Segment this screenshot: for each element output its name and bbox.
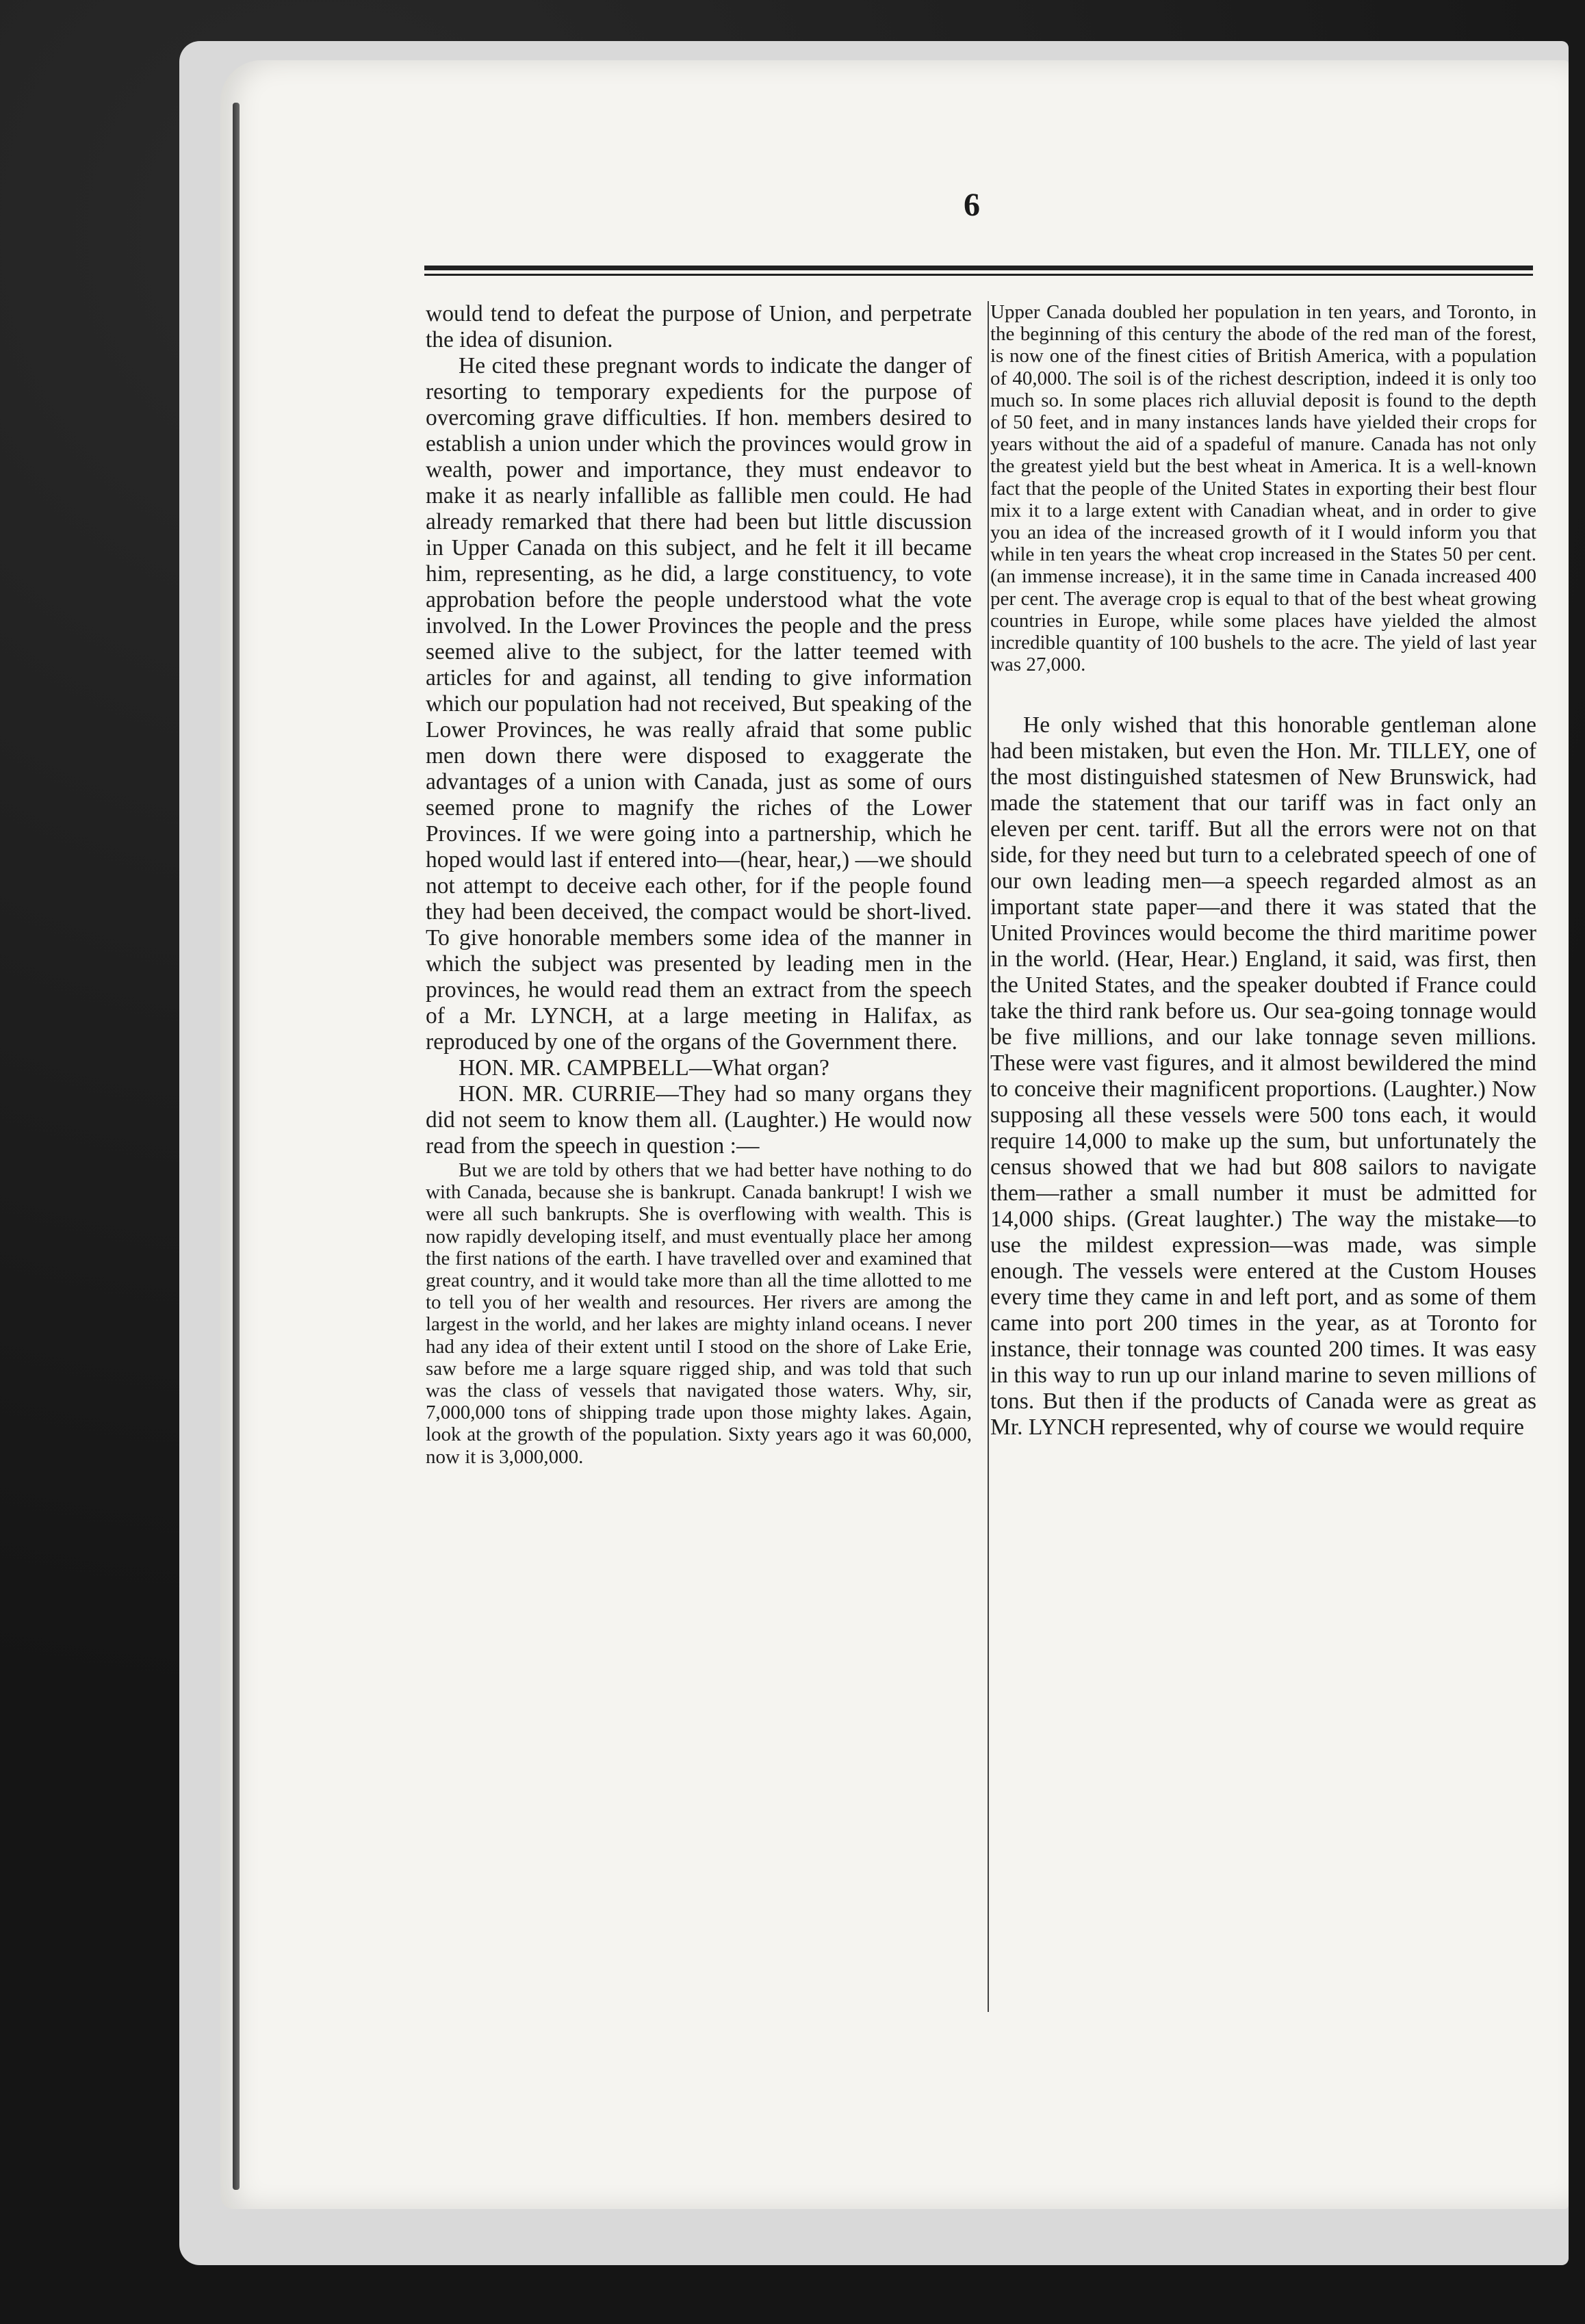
paragraph: He cited these pregnant words to indicate the danger of resorting to temporary expedients for the purpose of overcoming grave difficulties. If hon. members desired to establish a union under which the provinces would grow in wealth, power and importance, they must endeavor to make it as nearly infallible as fallible men could. He had already remarked that there had been but little discussion in Upper Canada on this subject, and he felt it ill became him, representing, as he did, a large constituency, to vote approbation before the people understood what the vote involved. In the Lower Provinces the people and the press seemed alive to the subject, for the latter teemed with articles for and against, all tending to give information which our population had not received, But speaking of the Lower Provinces, he was really afraid that some public men down there were disposed to exaggerate the advantages of a union with Canada, just as some of ours seemed prone to magnify the riches of the Lower Provinces. If we were going into a partnership, which he hoped would last if entered into—(hear, hear,) —we should not attempt to deceive each other, for if the people found they had been deceived, the compact would be short-lived. To give honorable members some idea of the manner in which the subject was presented by leading men in the provinces, he would read them an extract from the speech of a Mr. LYNCH, at a large meeting in Halifax, as reproduced by one of the organs of the Government there.	[426, 353, 972, 1055]
quoted-extract: Upper Canada doubled her population in ten years, and Toronto, in the beginning of this century the abode of the red man of the forest, is now one of the finest cities of British America, with a population of 40,000. The soil is of the richest description, indeed it is only too much so. In some places rich alluvial deposit is found to the depth of 50 feet, and in many instances lands have yielded their crops for years without the aid of a spadeful of manure. Canada has not only the greatest yield but the best wheat in America. It is a well-known fact that the people of the United States in exporting their best flour mix it to a large extent with Canadian wheat, and in order to give you an idea of the increased growth of it I would inform you that while in ten years the wheat crop increased in the States 50 per cent. (an immense increase), it in the same time in Canada increased 400 per cent. The average crop is equal to that of the best wheat growing countries in Europe, while some places have yielded the almost incredible quantity of 100 bushels to the acre. The yield of last year was 27,000.	[990, 301, 1536, 676]
binding-spine	[233, 103, 240, 2190]
header-rule-thick	[424, 266, 1533, 270]
paragraph: would tend to defeat the purpose of Union, and perpetrate the idea of disunion.	[426, 301, 972, 352]
quoted-extract: But we are told by others that we had better have nothing to do with Canada, because she is bankrupt. Canada bankrupt! I wish we were all such bankrupts. She is overflowing with wealth. This is now rapidly developing itself, and must eventually place her among the first nations of the earth. I have travelled over and examined that great country, and it would take more than all the time allotted to me to tell you of her wealth and resources. Her rivers are among the largest in the world, and her lakes are mighty inland oceans. I never had any idea of their extent until I stood on the shore of Lake Erie, saw before me a large square rigged ship, and was told that such was the class of vessels that navigated those waters. Why, sir, 7,000,000 tons of shipping trade upon those mighty lakes. Again, look at the growth of the population. Sixty years ago it was 60,000, now it is 3,000,000.	[426, 1159, 972, 1468]
page-number: 6	[964, 187, 980, 223]
paragraph-gap	[990, 675, 1536, 712]
paragraph: HON. MR. CAMPBELL—What organ?	[459, 1055, 829, 1081]
paragraph: HON. MR. CURRIE—They had so many organs they did not seem to know them all. (Laughter.) He would now read from the speech in question :—	[426, 1081, 972, 1159]
header-rule-thin	[424, 274, 1533, 276]
paragraph: He only wished that this honorable gentleman alone had been mistaken, but even the Hon. Mr. TILLEY, one of the most distinguished statesmen of New Brunswick, had made the statement that our tariff was in fact only an eleven per cent. tariff. But all the errors were not on that side, for they need but turn to a celebrated speech of one of our own leading men—a speech regarded almost as an important state paper—and there it was stated that the United Provinces would become the third maritime power in the world. (Hear, Hear.) England, it said, was first, then the United States, and the speaker doubted if France could take the third rank before us. Our sea-going tonnage would be five millions, and our lake tonnage seven millions. These were vast figures, and it almost bewildered the mind to conceive their magnificent proportions. (Laughter.) Now supposing all these vessels were 500 tons each, it would require 14,000 to make up the sum, but unfortunately the census showed that we had but 808 sailors to navigate them—rather a small number it must be admitted for 14,000 ships. (Great laughter.) The way the mistake—to use the mildest expression—was made, was simple enough. The vessels were entered at the Custom Houses every time they came in and left port, and as some of them came into port 200 times in the year, as at Toronto for instance, their tonnage was counted 200 times. It was easy in this way to run up our inland marine to seven millions of tons. But then if the products of Canada were as great as Mr. LYNCH represented, why of course we would require	[990, 712, 1536, 1441]
column-separator	[988, 301, 989, 2012]
left-column	[426, 301, 972, 1468]
right-column	[990, 301, 1536, 1441]
